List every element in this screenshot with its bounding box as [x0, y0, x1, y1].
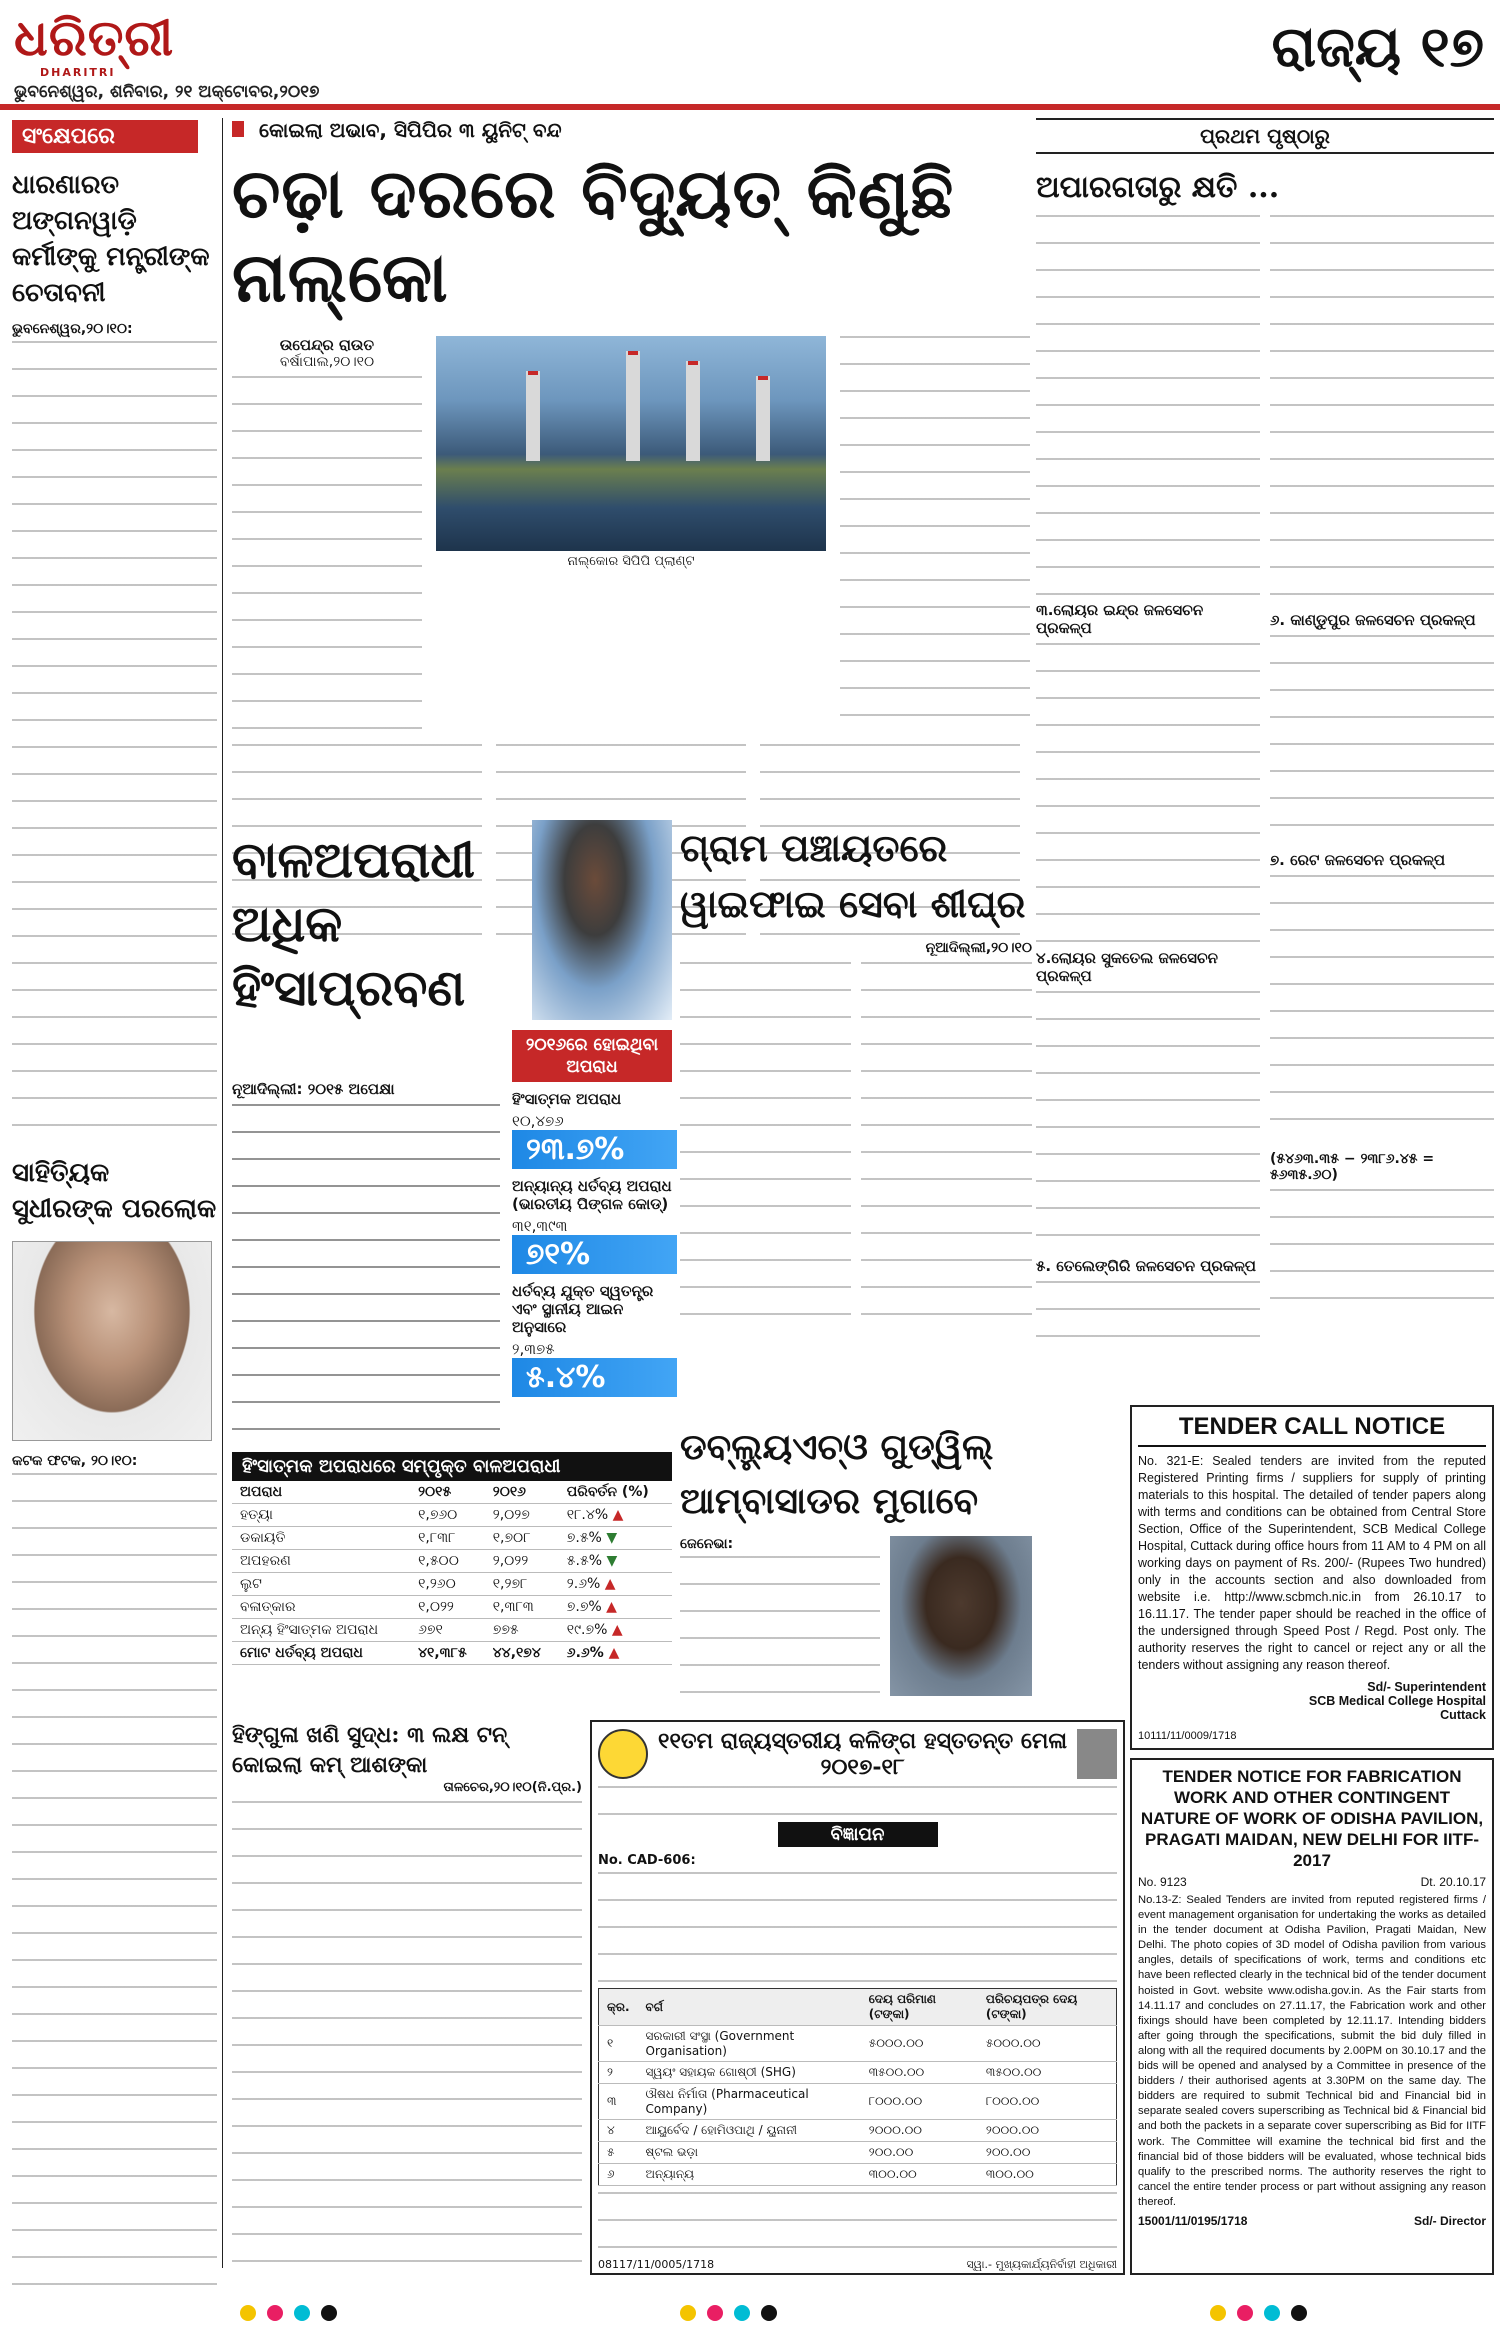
registration-marks [240, 2305, 343, 2325]
table-cell: ଔଷଧ ନିର୍ମାତା (Pharmaceutical Company) [638, 2084, 861, 2120]
col-header: କ୍ର. [599, 1989, 638, 2026]
table-cell: ଆୟୁର୍ବେଦ / ହୋମିଓପାଥି / ୟୁନାନୀ [638, 2120, 861, 2142]
juvenile-story [232, 820, 672, 1700]
lead-kicker [232, 118, 1032, 142]
table-cell: ୨୦୦.୦୦ [978, 2142, 1117, 2164]
tender2-signatory: Sd/- Director [1413, 2213, 1486, 2228]
table-cell: ୪୧,୩୮୫ [410, 1642, 485, 1665]
table-cell: ୧,୨୬୦ [410, 1573, 485, 1596]
change-value: ୧୯.୭% [566, 1622, 608, 1638]
yellow-mark-icon [240, 2305, 256, 2321]
juvenile-table-grid [232, 1481, 672, 1665]
arrow-up-icon: ▲ [612, 1507, 624, 1523]
arrow-down-icon: ▼ [606, 1553, 618, 1569]
tender2-body: No.13-Z: Sealed Tenders are invited from reputed registered firms / event management organisation for undertaking the works as detailed in the tender document at Odisha Pavilion, Pragati Maidan, New Delhi. The photo copies of 3D model of Odisha pavilion from various angles, details of specifications of work, terms and conditions etc have been reflected clearly in the technical bid of the tender document hoisted in Govt. website www.odisha.gov.in. As the Fair starts from 14.11.17 and concludes on 27.11.17, the Fabrication work and other fixings should have been completed by 12.11.17. Intending bidders after going through the specifications, submit the bid duly filled in along with all the required documents by 2.00PM on 30.10.17 and the bids will be opened and analysed by a Committee in presence of the bidders / their authorised agents at 3.30PM on the same day. The bidders are required to submit Technical bid and Financial bid in separate sealed covers superscribing as Technical bid & Financial bid and both the packets in a separate cover superscribing as Bid for IITF work. The Committee will examine the technical bid first and the financial bid of those bidders will be evaluated, whose technical bids qualify to the prescribed norms. The authority reserves the right to cancel the entire tender process or part without assigning any reason thereof. [1138, 1894, 1486, 2208]
table-cell: ୨ [599, 2062, 638, 2084]
cyan-mark-icon [1264, 2305, 1280, 2321]
fair-body [598, 1872, 1117, 1982]
brief2-title: ସାହିତ୍ୟିକ ସୁଧୀରଙ୍କ ପରଲୋକ [12, 1158, 217, 1224]
table-cell: ୬୭୧ [410, 1619, 485, 1642]
juvenile-table [232, 1452, 672, 1665]
kicker-text: କୋଇଲା ଅଭାବ, ସିପିପିର ୩ ୟୁନିଟ୍ ବନ୍ଦ [258, 118, 562, 142]
tender1-title: TENDER CALL NOTICE [1138, 1413, 1486, 1447]
table-cell: ସ୍ୱୟଂ ସହାୟକ ଗୋଷ୍ଠୀ (SHG) [638, 2062, 861, 2084]
tender1-body: No. 321-E: Sealed tenders are invited from the reputed Registered Printing firms / suppliers for supply of printing materials to this hospital. The detailed of tender papers along with terms and conditions can be obtained from Central Store Section, Office of the Superintendent, SCB Medical College Hospital, Cuttack during office hours from 11 AM to 4 PM on all working days on payment of Rs. 200/- (Rupees Two hundred) only in the accounts section and also downloaded from website i.e. http://www.scbmch.nic.in from 26.10.17 to 16.11.17. The tender paper should be reached in the office of the undersigned through Speed Post / Regd. Post only. The authority reserves the right to cancel or reject any or all the tenders without assigning any reason thereof. [1138, 1454, 1486, 1672]
newspaper-logo-en: DHARITRI [40, 66, 116, 79]
black-mark-icon [1291, 2305, 1307, 2321]
tender2-meta [1138, 1875, 1486, 1889]
cont-body [1036, 1281, 1260, 1361]
subhead-telengiri: ୫. ତେଲେଙ୍ଗିରି ଜଳସେଚନ ପ୍ରକଳ୍ପ [1036, 1257, 1257, 1275]
table-cell: ୬ [599, 2164, 638, 2186]
wifi-headline: ଗ୍ରାମ ପଞ୍ଚାୟତରେ ୱାଇଫାଇ ସେବା ଶୀଘ୍ର [680, 825, 1026, 926]
registration-marks [680, 2305, 783, 2325]
table-cell: ୩୫୦୦.୦୦ [978, 2062, 1117, 2084]
fair-footer-body [598, 2192, 1117, 2252]
table-cell [559, 1573, 672, 1596]
table-cell: ୫୦୦୦.୦୦ [861, 2026, 978, 2062]
table-cell: ୧,୨୭୮ [485, 1573, 559, 1596]
cont-body [1036, 643, 1260, 943]
who-body [680, 1556, 880, 1696]
wifi-story [680, 820, 1032, 1350]
yellow-mark-icon [680, 2305, 696, 2321]
arrow-up-icon: ▲ [611, 1622, 623, 1638]
continuation-cols [1036, 215, 1494, 1361]
badge-text: ୨୦୧୬ରେ ହୋଇଥିବା ଅପରାଧ [525, 1035, 659, 1077]
table-cell [559, 1527, 672, 1550]
fair-ref: 08117/11/0005/1718 [598, 2258, 715, 2271]
table-row [232, 1596, 672, 1619]
table-cell: ୫ [599, 2142, 638, 2164]
table-cell: ୧,୦୨୨ [410, 1596, 485, 1619]
table-cell: ୨,୦୨୨ [485, 1550, 559, 1573]
arrow-up-icon: ▲ [604, 1576, 616, 1592]
brief1-title: ଧାରଣାରତ ଅଙ୍ଗନୱାଡ଼ି କର୍ମୀଙ୍କୁ ମନ୍ତ୍ରୀଙ୍କ ଚେତାବନୀ [12, 170, 210, 308]
table-cell: ୩୫୦୦.୦୦ [861, 2062, 978, 2084]
fair-signatory: ସ୍ୱା.- ମୁଖ୍ୟକାର୍ଯ୍ୟନିର୍ବାହୀ ଅଧିକାରୀ [966, 2258, 1117, 2271]
table-cell [559, 1550, 672, 1573]
change-value: ୬.୬% [566, 1645, 604, 1661]
table-row [232, 1527, 672, 1550]
col-header: ୨୦୧୫ [410, 1481, 485, 1504]
column-divider [222, 118, 223, 2268]
dateline: ଭୁବନେଶ୍ୱର, ଶନିବାର, ୨୧ ଅକ୍ଟୋବର,୨୦୧୭ [14, 82, 320, 102]
subhead-kandupur: ୬. କାଣ୍ଡୁପୁର ଜଳସେଚନ ପ୍ରକଳ୍ପ [1270, 611, 1476, 629]
lead-body-1 [232, 376, 422, 736]
table-cell [559, 1642, 672, 1665]
magenta-mark-icon [267, 2305, 283, 2321]
table-cell: ୨୦୦.୦୦ [861, 2142, 978, 2164]
lead-body-3 [840, 336, 1030, 736]
col-header: ଦେୟ ପରିମାଣ (ଟଙ୍କା) [861, 1989, 978, 2026]
continuation-col1 [1036, 215, 1260, 1361]
juvenile-table-title: ହିଂସାତ୍ମକ ଅପରାଧରେ ସମ୍ପୃକ୍ତ ବାଳଅପରାଧୀ [232, 1452, 672, 1481]
magenta-mark-icon [1237, 2305, 1253, 2321]
signatory-line: SCB Medical College Hospital [1308, 1694, 1486, 1708]
table-cell: ଡକାୟତି [232, 1527, 410, 1550]
fair-title: ୧୧ତମ ରାଜ୍ୟସ୍ତରୀୟ କଳିଙ୍ଗ ହସ୍ତତନ୍ତ ମେଳା ୨୦୧୭-୧୮ [658, 1728, 1067, 1780]
cont-body [1036, 991, 1260, 1251]
table-row [599, 2120, 1117, 2142]
newspaper-logo: ଧରିତ୍ରୀ [14, 8, 175, 67]
cost-equation: (୫୪୬୩.୩୫ − ୨୩୮୬.୪୫ = ୫୬୩୫.୬୦) [1270, 1151, 1435, 1183]
kicker-marker [232, 121, 244, 137]
stat3-label: ଧର୍ତବ୍ୟ ଯୁକ୍ତ ସ୍ୱତନ୍ତ୍ର ଏବଂ ସ୍ଥାନୀୟ ଆଇନ ଅନୁସାରେ [512, 1282, 654, 1336]
who-dateline: ଜେନେଭା: [680, 1536, 734, 1552]
juvenile-badge [512, 1030, 672, 1082]
mugabe-photo [890, 1536, 1032, 1696]
fair-header [598, 1728, 1117, 1780]
table-cell: ଅପହରଣ [232, 1550, 410, 1573]
table-cell: ୪୪,୧୭୪ [485, 1642, 559, 1665]
col-header: ପରିଚୟପତ୍ର ଦେୟ (ଟଙ୍କା) [978, 1989, 1117, 2026]
cont-body [1270, 215, 1494, 605]
continuation-label: ପ୍ରଥମ ପୃଷ୍ଠାରୁ [1036, 118, 1494, 154]
tender2-no: No. 9123 [1138, 1875, 1187, 1889]
table-cell: ୧,୮୩୮ [410, 1527, 485, 1550]
juvenile-dateline: ନୂଆଦିଲ୍ଲୀ: ୨୦୧୫ ଅପେକ୍ଷା [232, 1080, 395, 1098]
table-cell: ୮୦୦୦.୦୦ [861, 2084, 978, 2120]
juvenile-body [232, 1104, 500, 1434]
juvenile-lede [232, 1080, 500, 1434]
tender1-ref: 10111/11/0009/1718 [1138, 1730, 1237, 1742]
signatory-line: Cuttack [1440, 1708, 1486, 1722]
change-value: ୭.୭% [566, 1599, 602, 1615]
stat2-percent: ୭୧% [512, 1235, 677, 1274]
who-story [680, 1420, 1032, 1720]
lead-dateline: ବର୍ଷାପାଲ,୨୦।୧୦ [279, 354, 375, 370]
fee-header-row [599, 1989, 1117, 2026]
table-row [232, 1642, 672, 1665]
cont-body [1270, 875, 1494, 1145]
table-cell [559, 1619, 672, 1642]
tender2-date: Dt. 20.10.17 [1420, 1875, 1486, 1889]
table-cell: ହତ୍ୟା [232, 1504, 410, 1527]
table-cell: ୪ [599, 2120, 638, 2142]
juvenile-photo [532, 820, 672, 1020]
lead-headline: ଚଢ଼ା ଦରରେ ବିଦ୍ୟୁତ୍ କିଣୁଛି ନାଲ୍କୋ [232, 154, 955, 318]
wifi-dateline: ନୂଆଦିଲ୍ଲୀ,୨୦।୧୦ [925, 940, 1032, 956]
subhead-lower-indra: ୩.ଲୋୟର ଇନ୍ଦ୍ର ଜଳସେଚନ ପ୍ରକଳ୍ପ [1036, 601, 1204, 637]
chimney [756, 376, 770, 461]
coal-story [232, 1720, 582, 2280]
cyan-mark-icon [734, 2305, 750, 2321]
who-text [680, 1536, 880, 1696]
table-row [232, 1573, 672, 1596]
coal-dateline: ତାଳଚେର,୨୦।୧୦(ନି.ପ୍ର.) [443, 1780, 582, 1795]
stat1-label: ହିଂସାତ୍ମକ ଅପରାଧ [512, 1090, 622, 1108]
emblem-icon [598, 1729, 648, 1779]
arrow-up-icon: ▲ [606, 1599, 617, 1615]
tender-call-notice [1130, 1405, 1494, 1750]
change-value: ୫.୫% [566, 1553, 603, 1569]
tender-fabrication-notice [1130, 1758, 1494, 2275]
table-row [599, 2142, 1117, 2164]
wifi-cols [680, 962, 1032, 1332]
nalco-plant-photo [436, 336, 826, 551]
table-cell: ୫୦୦୦.୦୦ [978, 2026, 1117, 2062]
yellow-mark-icon [1210, 2305, 1226, 2321]
fair-footer [598, 2258, 1117, 2272]
magenta-mark-icon [707, 2305, 723, 2321]
cont-body [1270, 635, 1494, 845]
stat1-count: ୧୦,୪୭୬ [512, 1112, 564, 1130]
tender2-ref: 15001/11/0195/1718 [1138, 2213, 1248, 2228]
lead-photo-wrap [436, 336, 826, 736]
coal-body [232, 1801, 582, 2281]
fair-fee-table [598, 1988, 1117, 2186]
subhead-lower-suktel: ୪.ଲୋୟର ସୁକତେଲ ଜଳସେଚନ ପ୍ରକଳ୍ପ [1036, 949, 1218, 985]
table-row [232, 1504, 672, 1527]
cont-body [1270, 1189, 1494, 1299]
tender1-signatory [1138, 1680, 1486, 1722]
table-cell: ୨,୦୨୭ [485, 1504, 559, 1527]
continuation-title: ଅପାରଗତାରୁ କ୍ଷତି ... [1036, 170, 1280, 205]
signatory-line: Sd/- Superintendent [1367, 1680, 1486, 1694]
tender2-title: TENDER NOTICE FOR FABRICATION WORK AND OTHER CONTINGENT NATURE OF WORK OF ODISHA PAVILION, PRAGATI MAIDAN, NEW DELHI FOR IITF-2017 [1138, 1766, 1486, 1871]
fair-address [598, 1786, 1117, 1816]
table-cell: ମୋଟ ଧର୍ତବ୍ୟ ଅପରାଧ [232, 1642, 410, 1665]
lead-col1 [232, 336, 422, 736]
wifi-body [680, 962, 851, 1332]
chimney [626, 351, 640, 461]
stat2-label: ଅନ୍ୟାନ୍ୟ ଧର୍ତବ୍ୟ ଅପରାଧ (ଭାରତୀୟ ପିଙ୍ଗଳ କୋଡ୍) [512, 1177, 672, 1213]
lead-col3 [840, 336, 1030, 736]
photo-caption: ନାଲ୍କୋର ସିପିପି ପ୍ଲାଣ୍ଟ [567, 554, 695, 569]
black-mark-icon [321, 2305, 337, 2321]
fair-sub: ବିଜ୍ଞାପନ [778, 1822, 938, 1847]
table-cell: ବଳାତ୍କାର [232, 1596, 410, 1619]
table-cell: ୮୦୦୦.୦୦ [978, 2084, 1117, 2120]
table-cell: ୧ [599, 2026, 638, 2062]
table-cell: ଷ୍ଟଲ ଭଡ଼ା [638, 2142, 861, 2164]
brief2-dateline: କଟକ ଫଟକ, ୨୦।୧୦: [12, 1453, 138, 1469]
arrow-up-icon: ▲ [608, 1645, 620, 1661]
table-cell: ୧,୭୬୦ [410, 1504, 485, 1527]
continuation-col2 [1270, 215, 1494, 1361]
table-cell: ଅନ୍ୟାନ୍ୟ [638, 2164, 861, 2186]
registration-marks [1210, 2305, 1313, 2325]
table-cell [559, 1596, 672, 1619]
table-row [599, 2026, 1117, 2062]
masthead [0, 0, 1500, 110]
arrow-down-icon: ▼ [606, 1530, 618, 1546]
table-cell: ଲୁଟ [232, 1573, 410, 1596]
stat2-count: ୩୧,୩୯୩ [512, 1217, 568, 1235]
author-portrait [12, 1241, 212, 1441]
table-cell: ୨୦୦୦.୦୦ [861, 2120, 978, 2142]
table-row [599, 2164, 1117, 2186]
lead-story [232, 118, 1032, 818]
table-cell: ୭୭୫ [485, 1619, 559, 1642]
col-header: ବର୍ଗ [638, 1989, 861, 2026]
stat3-count: ୨,୩୭୫ [512, 1340, 555, 1358]
briefs-tag: ସଂକ୍ଷେପରେ [12, 120, 198, 153]
change-value: ୭.୫% [566, 1530, 602, 1546]
masthead-divider [0, 104, 1500, 110]
juvenile-headline: ବାଳଅପରାଧୀ ଅଧିକ ହିଂସାପ୍ରବଣ [232, 830, 475, 1017]
table-cell: ୧,୩୮୩ [485, 1596, 559, 1619]
stat1-percent: ୨୩.୭% [512, 1130, 677, 1169]
lead-byline: ଉପେନ୍ଦ୍ର ରାଉତ [279, 336, 375, 354]
wifi-body [861, 962, 1032, 1332]
cont-body [1036, 215, 1260, 595]
table-cell: ୧,୫୦୦ [410, 1550, 485, 1573]
brief2-body [12, 1473, 217, 2303]
seal-icon [1077, 1729, 1117, 1779]
table-row [232, 1550, 672, 1573]
table-cell: ଅନ୍ୟ ହିଂସାତ୍ମକ ଅପରାଧ [232, 1619, 410, 1642]
lead-top-row [232, 336, 1032, 736]
cyan-mark-icon [294, 2305, 310, 2321]
col-header: ୨୦୧୬ [485, 1481, 559, 1504]
left-column [12, 120, 217, 2270]
brief1-body [12, 341, 217, 1141]
table-row [232, 1619, 672, 1642]
col-header: ପରିବର୍ତନ (%) [559, 1481, 672, 1504]
table-cell: ୨୦୦୦.୦୦ [978, 2120, 1117, 2142]
table-cell [559, 1504, 672, 1527]
table-header-row [232, 1481, 672, 1504]
tender2-footer [1138, 2214, 1486, 2228]
fair-advertisement [590, 1720, 1125, 2275]
juvenile-stats [512, 1090, 677, 1397]
table-cell: ୩୦୦.୦୦ [978, 2164, 1117, 2186]
table-cell: ୩୦୦.୦୦ [861, 2164, 978, 2186]
brief1-dateline: ଭୁବନେଶ୍ୱର,୨୦।୧୦: [12, 321, 133, 337]
black-mark-icon [761, 2305, 777, 2321]
stat3-percent: ୫.୪% [512, 1358, 677, 1397]
who-body-row [680, 1536, 1032, 1696]
change-value: ୨.୬% [566, 1576, 601, 1592]
fair-no: No. CAD-606: [598, 1853, 696, 1868]
change-value: ୧୮.୪% [566, 1507, 609, 1523]
table-row [599, 2062, 1117, 2084]
who-headline: ଡବ୍ଲ୍ୟୁଏଚ୍ଓ ଗୁଡ୍‌ୱିଲ୍ ଆମ୍ବାସାଡର ମୁଗାବେ [680, 1426, 994, 1522]
chimney [526, 371, 540, 461]
table-cell: ୩ [599, 2084, 638, 2120]
table-cell: ୧,୭୦୮ [485, 1527, 559, 1550]
chimney [686, 361, 700, 461]
coal-headline: ହିଙ୍ଗୁଳା ଖଣି ସୁଦ୍ଧ: ୩ ଲକ୍ଷ ଟନ୍ କୋଇଲା କମ୍ ଆଶଙ୍କା [232, 1722, 508, 1778]
page-section: ରାଜ୍ୟ ୧୭ [1271, 14, 1484, 80]
table-row [599, 2084, 1117, 2120]
col-header: ଅପରାଧ [232, 1481, 410, 1504]
continuation-story [1036, 118, 1494, 1393]
table-cell: ସରକାରୀ ସଂସ୍ଥା (Government Organisation) [638, 2026, 861, 2062]
subhead-ret: ୭. ରେଟ ଜଳସେଚନ ପ୍ରକଳ୍ପ [1270, 851, 1446, 869]
